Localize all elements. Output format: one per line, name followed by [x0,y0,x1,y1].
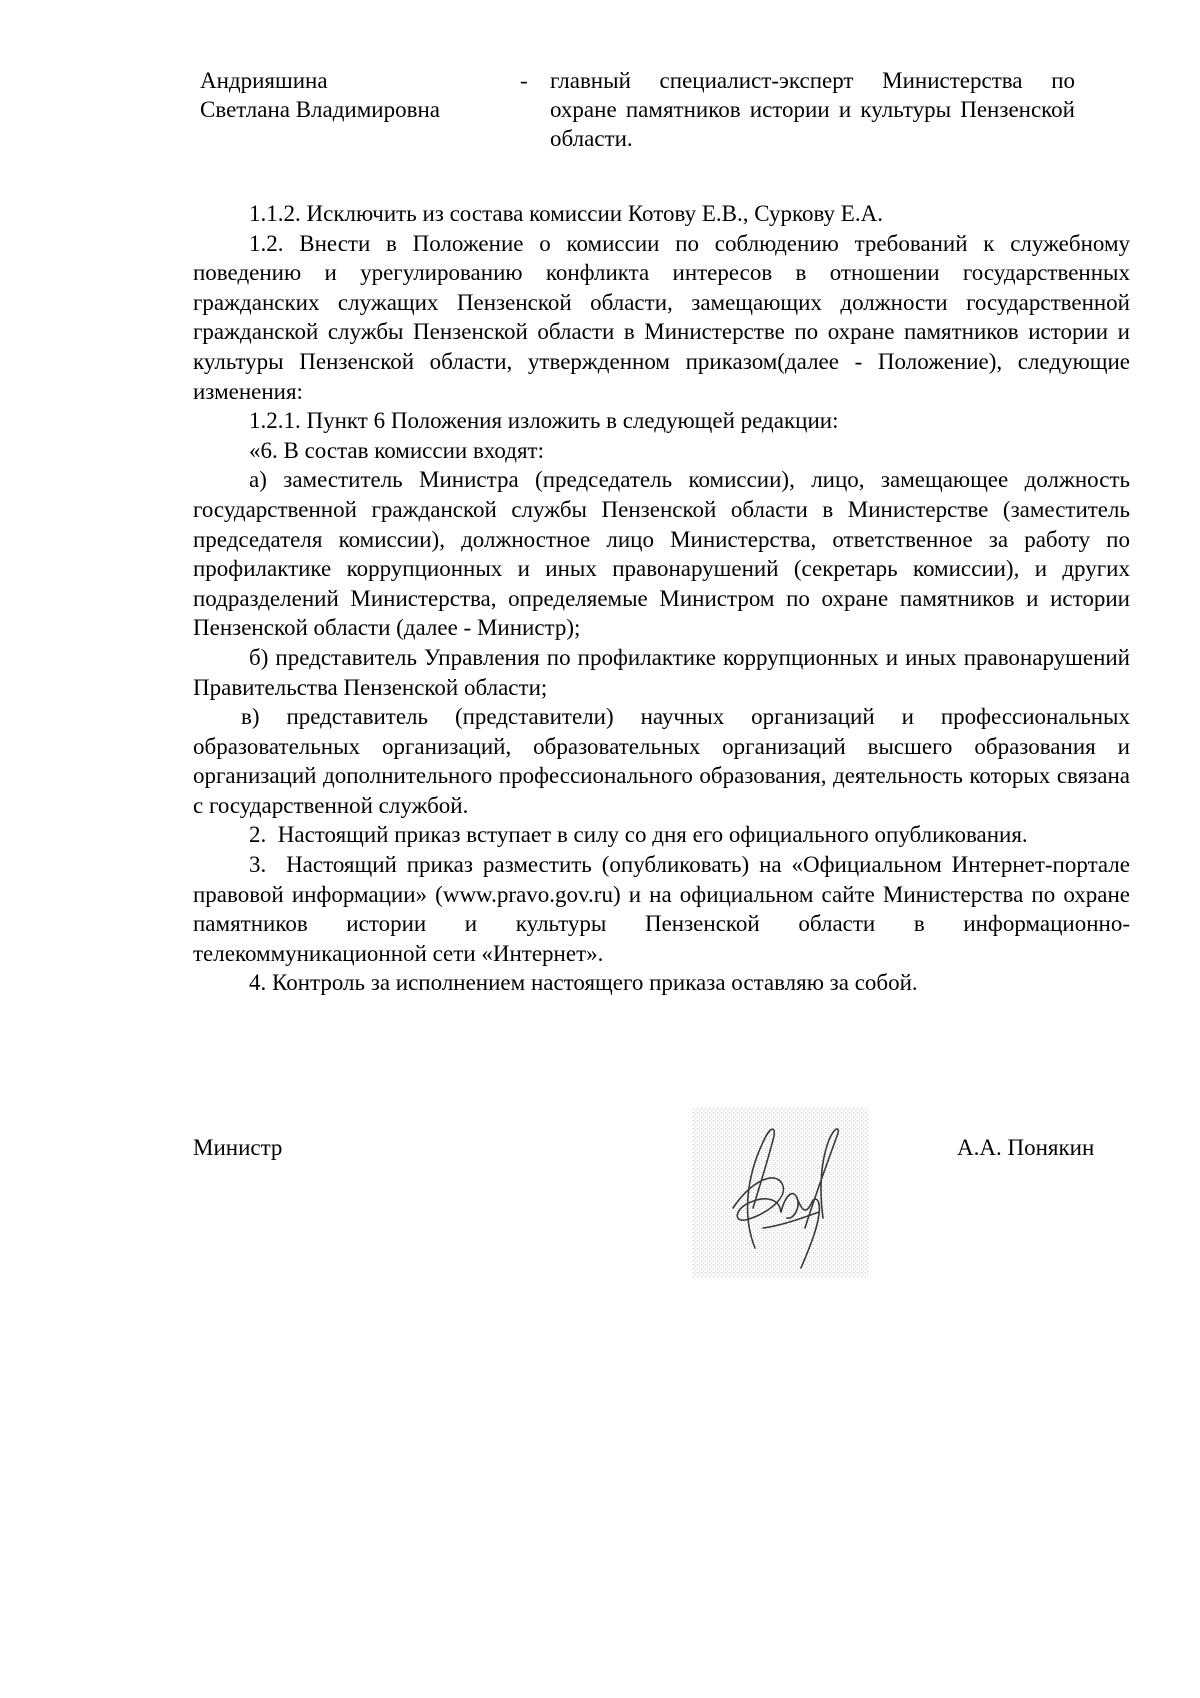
member-given-names: Светлана Владимировна [200,97,440,122]
signatory-title: Министр [193,1135,283,1160]
paragraph-6-intro: «6. В состав комиссии входят: [249,437,544,463]
handwritten-signature-icon [693,1108,869,1278]
commission-member-entry [200,66,1140,166]
member-name [200,66,520,124]
paragraph-v: в) представитель (представители) научных организаций и профессиональных образовательных организаций, образовательных организаций высшего образования и организаций дополнительного профессионального образования, деятельность которых связана с государственной службой. [193,704,1130,818]
paragraph-4: 4. Контроль за исполнением настоящего приказа оставляю за собой. [249,970,918,996]
member-surname: Андрияшина [200,68,328,93]
paragraph-2: 2. Настоящий приказ вступает в силу со дня его официального опубликования. [249,822,1028,848]
signatory-name: А.А. Понякин [957,1135,1095,1160]
paragraph-1-1-2: 1.1.2. Исключить из состава комиссии Котову Е.В., Суркову Е.А. [249,201,883,226]
paragraph-1-2: 1.2. Внести в Положение о комиссии по соблюдению требований к служебному поведению и урегулированию конфликта интересов в отношении государственных гражданских служащих Пензенской области, замещающих должности государственной гражданской службы Пензенской области в Министерстве по охране памятников истории и культуры Пензенской области, утвержденном приказом(далее - Положение), следующие изменения: [193,230,1130,404]
signature-image [693,1108,869,1278]
paragraph-a: а) заместитель Министра (председатель комиссии), лицо, замещающее должность государственной гражданской службы Пензенской области в Министерстве (заместитель председателя комиссии), должностное лицо Министерства, ответственное за работу по профилактике коррупционных и иных правонарушений (секретарь комиссии), и других подразделений Министерства, определяемые Министром по охране памятников и истории Пензенской области (далее - Министр); [193,467,1130,641]
member-dash: - [520,68,528,93]
paragraph-3: 3. Настоящий приказ разместить (опубликовать) на «Официальном Интернет-портале правовой информации» (www.pravo.gov.ru) и на официальном сайте Министерства по охране памятников истории и культуры Пензенской области в информационно-телекоммуникационной сети «Интернет». [193,852,1136,966]
paragraph-b: б) представитель Управления по профилактике коррупционных и иных правонарушений Правительства Пензенской области; [193,644,1130,700]
member-role: главный специалист-эксперт Министерства по охране памятников истории и культуры Пензенской области. [550,68,1075,151]
document-body [193,199,1136,998]
paragraph-1-2-1: 1.2.1. Пункт 6 Положения изложить в следующей редакции: [249,408,839,434]
